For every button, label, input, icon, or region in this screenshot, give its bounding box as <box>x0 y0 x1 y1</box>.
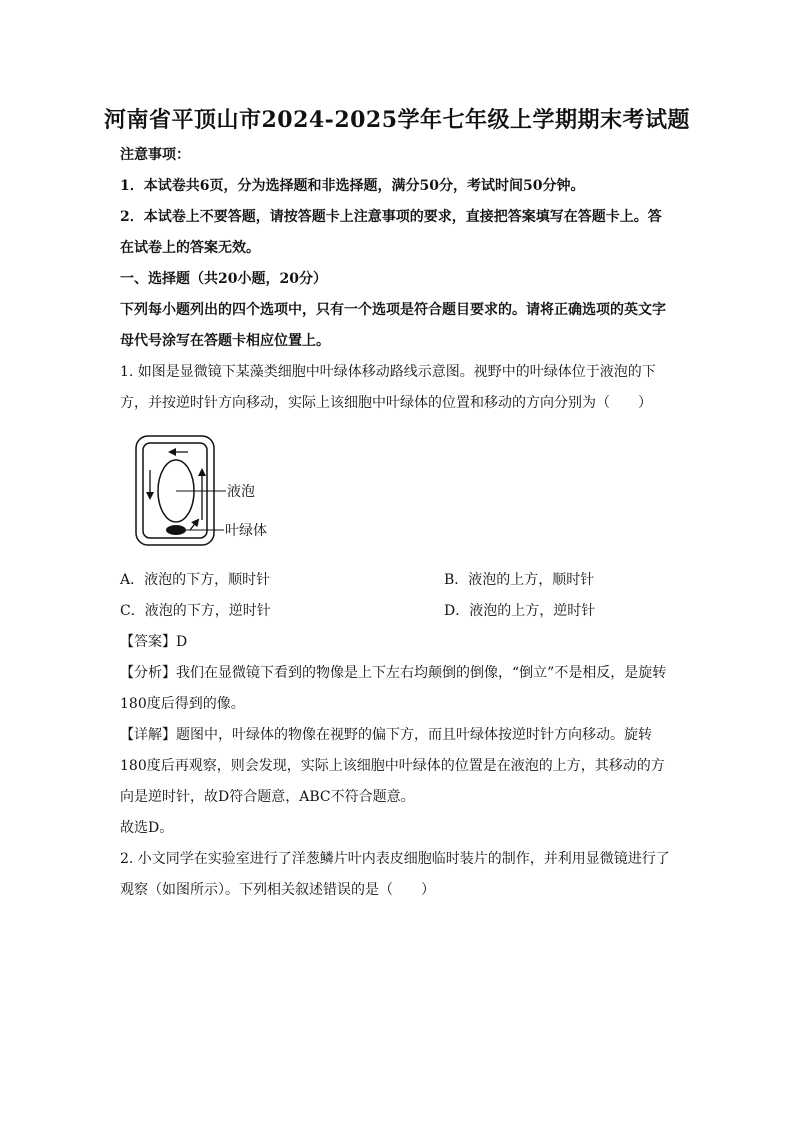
arrow-bottom-right <box>190 520 198 530</box>
chloroplast-shape <box>166 525 186 535</box>
q1-detail-line-2: 180度后再观察，则会发现，实际上该细胞中叶绿体的位置是在液泡的上方，其移动的方 <box>120 758 665 774</box>
section-instruction-line-2: 母代号涂写在答题卡相应位置上。 <box>120 333 330 349</box>
q1-stem-line-2: 方，并按逆时针方向移动，实际上该细胞中叶绿体的位置和移动的方向分别为（ ） <box>120 395 652 411</box>
q1-option-c: C．液泡的下方，逆时针 <box>120 603 271 619</box>
section-title: 一、选择题（共20小题，20分） <box>120 271 327 287</box>
q2-stem-line-2: 观察（如图所示）。下列相关叙述错误的是（ ） <box>120 882 435 898</box>
notice-item-2-line-2: 在试卷上的答案无效。 <box>120 240 260 256</box>
q2-stem-line-1: 2. 小文同学在实验室进行了洋葱鳞片叶内表皮细胞临时装片的制作，并利用显微镜进行了 <box>120 851 670 867</box>
q1-analysis-line-2: 180度后得到的像。 <box>120 696 245 712</box>
q1-detail-line-1: 【详解】题图中，叶绿体的物像在视野的偏下方，而且叶绿体按逆时针方向移动。旋转 <box>120 727 652 743</box>
q1-analysis-line-1: 【分析】我们在显微镜下看到的物像是上下左右均颠倒的倒像，“倒立”不是相反，是旋转 <box>120 665 667 681</box>
notice-item-2-line-1: 2．本试卷上不要答题，请按答题卡上注意事项的要求，直接把答案填写在答题卡上。答 <box>120 209 662 225</box>
notice-heading: 注意事项： <box>120 147 190 163</box>
page-title: 河南省平顶山市2024-2025学年七年级上学期期末考试题 <box>103 107 691 133</box>
q1-detail-line-3: 向是逆时针，故D符合题意，ABC不符合题意。 <box>120 789 415 805</box>
q1-cell-figure <box>128 430 298 550</box>
q1-answer: 【答案】D <box>120 634 188 650</box>
vacuole-label: 液泡 <box>227 484 255 500</box>
section-instruction-line-1: 下列每小题列出的四个选项中，只有一个选项是符合题目要求的。请将正确选项的英文字 <box>120 302 666 318</box>
notice-item-1: 1．本试卷共6页，分为选择题和非选择题，满分50分，考试时间50分钟。 <box>120 178 585 194</box>
q1-conclusion: 故选D。 <box>120 820 174 836</box>
q1-option-a: A．液泡的下方，顺时针 <box>120 572 271 588</box>
chloroplast-label: 叶绿体 <box>225 523 267 539</box>
q1-option-b: B．液泡的上方，顺时针 <box>444 572 595 588</box>
q1-option-d: D．液泡的上方，逆时针 <box>444 603 596 619</box>
q1-stem-line-1: 1. 如图是显微镜下某藻类细胞中叶绿体移动路线示意图。视野中的叶绿体位于液泡的下 <box>120 364 656 380</box>
